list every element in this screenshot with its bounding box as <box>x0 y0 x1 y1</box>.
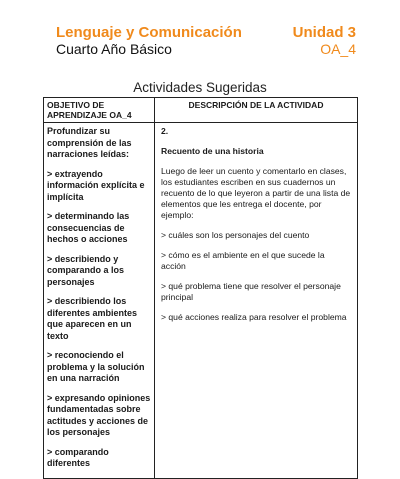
activity-column-header: DESCRIPCIÓN DE LA ACTIVIDAD <box>155 98 358 123</box>
objective-item: > expresando opiniones fundamentadas sobre actitudes y acciones de los personajes <box>47 392 151 437</box>
objective-item: > describiendo los diferentes ambientes que aparecen en un texto <box>47 296 138 341</box>
activity-item: > cuáles son los personajes del cuento <box>161 230 310 240</box>
activity-number: 2. <box>161 126 169 136</box>
objectives-cell <box>44 123 155 479</box>
subject-title: Lenguaje y Comunicación <box>56 24 242 41</box>
objective-item: > reconociendo el problema y la solución en una narración <box>47 350 145 383</box>
activity-item: > qué acciones realiza para resolver el problema <box>161 312 347 322</box>
objective-item: > determinando las consecuencias de hechos o acciones <box>47 211 130 244</box>
objective-code: OA_4 <box>320 41 356 57</box>
objective-item: > comparando diferentes <box>47 446 109 468</box>
activity-cell <box>155 123 358 479</box>
activity-description: Luego de leer un cuento y comentarlo en clases, los estudiantes escriben en sus cuadernos un recuento de lo que leyeron a partir de una lista de elementos que les entrega el docente, por ejemplo: <box>161 166 351 220</box>
table-row <box>44 123 358 479</box>
section-title: Actividades Sugeridas <box>133 80 267 95</box>
activity-item: > cómo es el ambiente en el que sucede la acción <box>161 250 325 271</box>
objective-column-header: OBJETIVO DE APRENDIZAJE OA_4 <box>44 98 155 123</box>
table-header-row <box>44 98 358 123</box>
page-header <box>56 24 356 57</box>
activity-item: > qué problema tiene que resolver el personaje principal <box>161 281 341 302</box>
objective-item: > extrayendo información explícita e implícita <box>47 168 145 202</box>
activities-table <box>43 97 358 479</box>
grade-label: Cuarto Año Básico <box>56 41 172 57</box>
objective-item: Profundizar su comprensión de las narraciones leídas: <box>47 126 132 159</box>
objective-item: > describiendo y comparando a los personajes <box>47 253 125 287</box>
activity-title: Recuento de una historia <box>161 146 264 156</box>
unit-label: Unidad 3 <box>292 24 356 41</box>
